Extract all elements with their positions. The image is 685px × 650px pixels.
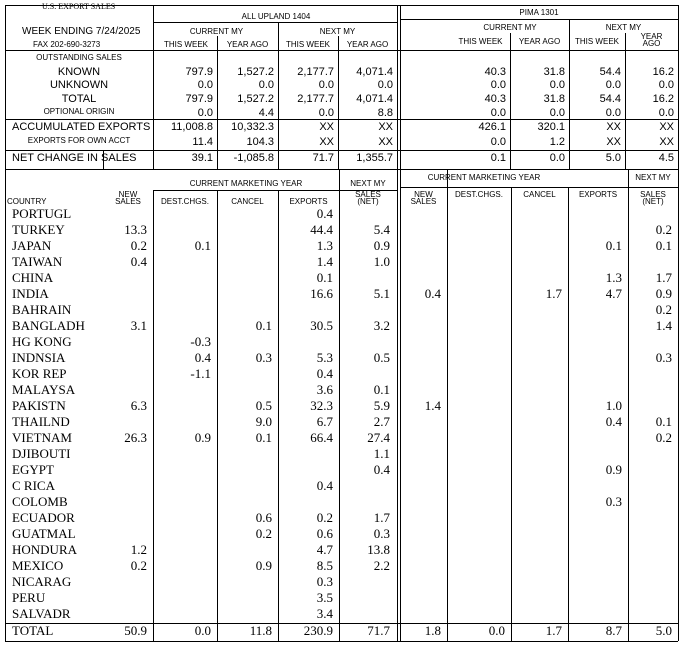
pima-next-year-ago-1: YEAR xyxy=(640,32,663,41)
summary-value: 31.8 xyxy=(543,93,565,105)
country-row-country: CHINA xyxy=(12,270,54,285)
country-row-upland-value: 0.3 xyxy=(373,526,390,541)
country-row-upland-value: 1.7 xyxy=(373,510,390,525)
country-row-country: PORTUGL xyxy=(12,206,72,221)
country-row-upland-value: 2.7 xyxy=(373,414,390,429)
pima-next-my: NEXT MY xyxy=(605,23,642,32)
country-row-country: VIETNAM xyxy=(12,430,72,445)
country-row-upland-value: 5.9 xyxy=(373,398,390,413)
summary-value: 54.4 xyxy=(599,66,621,78)
country-row-country: PAKISTN xyxy=(12,398,66,413)
group-divider-b xyxy=(400,5,401,641)
summary-label: KNOWN xyxy=(57,66,101,78)
upland-detail-next-my: NEXT MY xyxy=(350,179,386,188)
upland-detail-col-header: DEST.CHGS. xyxy=(160,197,209,206)
country-row-upland-value: 32.3 xyxy=(310,398,333,413)
pima-detail-next-my: NEXT MY xyxy=(635,173,671,182)
upland-title-rule xyxy=(153,22,397,23)
country-row-upland-value: 0.1 xyxy=(194,238,211,253)
summary-value: 16.2 xyxy=(652,66,674,78)
summary-value: 39.1 xyxy=(191,152,213,164)
country-row-pima-value: 0.4 xyxy=(424,286,441,301)
upland-detail-col-header: NEW xyxy=(118,190,138,199)
country-row-country: SALVADR xyxy=(12,606,71,621)
summary-value: 0.0 xyxy=(318,79,334,91)
country-row-upland-value: 8.5 xyxy=(316,558,333,573)
country-row-pima-value: 0.1 xyxy=(655,238,672,253)
country-row-upland-value: 1.2 xyxy=(130,542,147,557)
total-row-pima-value: 1.8 xyxy=(424,623,441,638)
country-row-upland-value: 5.4 xyxy=(373,222,390,237)
country-row-upland-value: 13.8 xyxy=(367,542,390,557)
bottom-rule xyxy=(5,641,678,642)
summary-value: 0.0 xyxy=(377,79,393,91)
pima-detail-col-header: SALES xyxy=(640,190,666,199)
country-row-upland-value: 0.9 xyxy=(255,558,272,573)
upland-detail-col-header: SALES xyxy=(115,197,141,206)
country-row-pima-value: 0.1 xyxy=(605,238,622,253)
pima-detail-col-header: CANCEL xyxy=(523,190,556,199)
pima-next-year-ago-2: AGO xyxy=(642,39,661,48)
country-row-upland-value: 0.2 xyxy=(255,526,272,541)
summary-value: 0.0 xyxy=(197,107,213,119)
summary-value: 71.7 xyxy=(312,152,334,164)
country-row-country: THAILND xyxy=(12,414,70,429)
week-ending: WEEK ENDING 7/24/2025 xyxy=(22,26,141,37)
pima-current-marketing-year: CURRENT MARKETING YEAR xyxy=(427,173,541,182)
summary-value: 0.0 xyxy=(549,152,565,164)
country-row-country: JAPAN xyxy=(12,238,52,253)
country-row-upland-value: 0.4 xyxy=(130,254,147,269)
country-row-upland-value: 6.3 xyxy=(130,398,147,413)
country-row-upland-value: 2.2 xyxy=(373,558,390,573)
summary-value: XX xyxy=(659,136,674,148)
summary-value: 8.8 xyxy=(377,107,393,119)
summary-label: NET CHANGE IN SALES xyxy=(12,152,137,164)
country-row-country: INDIA xyxy=(12,286,49,301)
summary-value: 1,355.7 xyxy=(356,152,393,164)
upland-next-year-ago: YEAR AGO xyxy=(346,40,389,49)
summary-value: 4,071.4 xyxy=(356,66,393,78)
country-row-upland-value: 27.4 xyxy=(367,430,390,445)
country-row-country: EGYPT xyxy=(12,462,54,477)
summary-label: OPTIONAL ORIGIN xyxy=(43,107,115,116)
summary-value: 0.0 xyxy=(318,107,334,119)
summary-value: 797.9 xyxy=(185,93,213,105)
country-row-upland-value: 0.1 xyxy=(316,270,333,285)
country-row-country: NICARAG xyxy=(12,574,72,589)
upland-detail-col-header: (NET) xyxy=(357,197,379,206)
country-row-pima-value: 1.7 xyxy=(545,286,562,301)
pima-title-rule xyxy=(400,19,678,20)
country-row-upland-value: 1.3 xyxy=(316,238,333,253)
country-row-country: PERU xyxy=(12,590,46,605)
summary-value: 2,177.7 xyxy=(297,66,334,78)
country-row-pima-value: 4.7 xyxy=(605,286,622,301)
country-row-pima-value: 0.3 xyxy=(655,350,672,365)
country-row-pima-value: 0.3 xyxy=(605,494,622,509)
summary-value: 5.0 xyxy=(605,152,621,164)
summary-value: 11,008.8 xyxy=(170,121,213,133)
country-row-country: MEXICO xyxy=(12,558,64,573)
summary-value: 0.0 xyxy=(549,107,565,119)
country-row-upland-value: 0.2 xyxy=(130,238,147,253)
detail-col-rule xyxy=(447,169,448,641)
right-border xyxy=(678,5,679,641)
label-divider xyxy=(153,5,154,169)
summary-value: 10,332.3 xyxy=(231,121,274,133)
pima-detail-col-header: NEW xyxy=(414,190,433,199)
pima-year-ago: YEAR AGO xyxy=(518,37,561,46)
summary-value: 0.0 xyxy=(549,79,565,91)
summary-value: 1,527.2 xyxy=(237,93,274,105)
agency-title: U.S. EXPORT SALES xyxy=(42,2,116,11)
upland-year-ago: YEAR AGO xyxy=(226,40,269,49)
summary-value: 0.0 xyxy=(605,107,621,119)
country-row-upland-value: 3.4 xyxy=(316,606,333,621)
country-row-upland-value: 0.9 xyxy=(373,238,390,253)
summary-value: XX xyxy=(659,121,674,133)
summary-value: 0.1 xyxy=(490,152,506,164)
country-row-upland-value: 0.3 xyxy=(316,574,333,589)
total-row-upland-value: 230.9 xyxy=(303,623,333,638)
upland-current-marketing-year: CURRENT MARKETING YEAR xyxy=(189,179,303,188)
country-row-upland-value: 0.4 xyxy=(316,478,333,493)
group-divider-a xyxy=(397,5,398,641)
summary-value: 4.4 xyxy=(258,107,274,119)
total-row-upland-value: 50.9 xyxy=(124,623,147,638)
country-row-upland-value: 44.4 xyxy=(310,222,333,237)
country-row-pima-value: 0.4 xyxy=(605,414,622,429)
summary-value: 0.0 xyxy=(490,136,506,148)
upland-detail-col-header: SALES xyxy=(355,190,381,199)
total-row-country: TOTAL xyxy=(12,623,54,638)
total-row-upland-value: 0.0 xyxy=(194,623,211,638)
top-rule xyxy=(5,5,678,6)
summary-value: 31.8 xyxy=(543,66,565,78)
country-row-upland-value: 0.5 xyxy=(373,350,390,365)
country-row-upland-value: 0.4 xyxy=(373,462,390,477)
summary-value: 0.0 xyxy=(658,107,674,119)
country-row-upland-value: 0.1 xyxy=(255,430,272,445)
country-row-country: GUATMAL xyxy=(12,526,76,541)
summary-value: 0.0 xyxy=(605,79,621,91)
summary-value: XX xyxy=(378,136,393,148)
country-row-pima-value: 0.2 xyxy=(655,222,672,237)
summary-value: 1.2 xyxy=(549,136,565,148)
summary-value: 0.0 xyxy=(490,79,506,91)
country-row-upland-value: 16.6 xyxy=(310,286,333,301)
summary-value: 0.0 xyxy=(658,79,674,91)
country-row-country: INDNSIA xyxy=(12,350,66,365)
country-row-upland-value: 0.2 xyxy=(316,510,333,525)
country-row-pima-value: 1.7 xyxy=(655,270,672,285)
country-row-country: ECUADOR xyxy=(12,510,75,525)
upland-group-title: ALL UPLAND 1404 xyxy=(241,12,311,21)
detail-col-rule xyxy=(153,190,154,641)
summary-label: OUTSTANDING SALES xyxy=(36,53,122,62)
country-row-upland-value: 0.1 xyxy=(373,382,390,397)
country-row-upland-value: 6.7 xyxy=(316,414,333,429)
pima-detail-col-header: DEST.CHGS. xyxy=(454,190,503,199)
summary-value: 11.4 xyxy=(192,136,213,148)
summary-value: XX xyxy=(606,136,621,148)
upland-detail-col-header: EXPORTS xyxy=(289,197,328,206)
country-row-upland-value: 1.0 xyxy=(373,254,390,269)
country-row-upland-value: 3.5 xyxy=(316,590,333,605)
country-row-upland-value: 0.4 xyxy=(316,206,333,221)
summary-value: 0.0 xyxy=(197,79,213,91)
country-row-upland-value: 0.9 xyxy=(194,430,211,445)
country-row-country: MALAYSA xyxy=(12,382,76,397)
country-row-country: COLOMB xyxy=(12,494,68,509)
summary-value: 40.3 xyxy=(484,93,506,105)
summary-bottom-rule xyxy=(5,169,678,170)
summary-label: ACCUMULATED EXPORTS xyxy=(12,121,151,133)
summary-rule xyxy=(5,150,678,151)
country-row-upland-value: 13.3 xyxy=(124,222,147,237)
total-row-upland-value: 71.7 xyxy=(367,623,390,638)
country-row-country: TURKEY xyxy=(12,222,65,237)
summary-value: 16.2 xyxy=(652,93,674,105)
country-row-upland-value: 0.5 xyxy=(255,398,272,413)
header-bottom-rule xyxy=(5,50,678,51)
country-row-upland-value: 0.4 xyxy=(194,350,211,365)
pima-this-week: THIS WEEK xyxy=(458,37,503,46)
summary-value: 4.5 xyxy=(658,152,674,164)
country-row-upland-value: 0.6 xyxy=(255,510,272,525)
upland-next-my: NEXT MY xyxy=(319,27,356,36)
country-row-upland-value: -0.3 xyxy=(190,334,211,349)
country-row-upland-value: 0.2 xyxy=(130,558,147,573)
summary-value: XX xyxy=(319,121,334,133)
pima-detail-col-header: SALES xyxy=(410,197,437,206)
summary-value: 426.1 xyxy=(478,121,506,133)
country-row-upland-value: 0.4 xyxy=(316,366,333,381)
pima-detail-col-header: (NET) xyxy=(642,197,664,206)
total-row-pima-value: 1.7 xyxy=(545,623,562,638)
summary-value: XX xyxy=(606,121,621,133)
detail-col-rule xyxy=(511,187,512,641)
upland-next-this-week: THIS WEEK xyxy=(285,40,330,49)
country-row-upland-value: 1.1 xyxy=(373,446,390,461)
total-row-upland-value: 11.8 xyxy=(249,623,272,638)
summary-value: 797.9 xyxy=(185,66,213,78)
country-row-upland-value: 30.5 xyxy=(310,318,333,333)
summary-value: 54.4 xyxy=(599,93,621,105)
country-row-country: BANGLADH xyxy=(12,318,85,333)
pima-group-title: PIMA 1301 xyxy=(519,8,559,17)
summary-label: TOTAL xyxy=(61,93,97,105)
total-row-pima-value: 0.0 xyxy=(488,623,505,638)
summary-value: 104.3 xyxy=(246,136,274,148)
detail-col-rule xyxy=(568,187,569,641)
country-row-upland-value: 66.4 xyxy=(310,430,333,445)
country-row-upland-value: -1.1 xyxy=(190,366,211,381)
country-row-pima-value: 1.4 xyxy=(655,318,672,333)
detail-subheader-rule xyxy=(400,187,678,188)
summary-value: 4,071.4 xyxy=(356,93,393,105)
country-row-pima-value: 0.2 xyxy=(655,302,672,317)
country-row-pima-value: 0.2 xyxy=(655,430,672,445)
country-row-upland-value: 0.1 xyxy=(255,318,272,333)
pima-detail-col-header: EXPORTS xyxy=(578,190,618,199)
pima-current-my: CURRENT MY xyxy=(483,23,537,32)
country-row-country: KOR REP xyxy=(12,366,67,381)
country-row-upland-value: 5.3 xyxy=(316,350,333,365)
country-row-pima-value: 1.4 xyxy=(424,398,441,413)
country-row-pima-value: 0.9 xyxy=(655,286,672,301)
country-row-country: DJIBOUTI xyxy=(12,446,71,461)
summary-label: UNKNOWN xyxy=(49,79,109,91)
fax-number: FAX 202-690-3273 xyxy=(33,40,101,49)
country-row-country: HONDURA xyxy=(12,542,77,557)
country-row-country: C RICA xyxy=(12,478,55,493)
country-row-country: TAIWAN xyxy=(12,254,63,269)
summary-value: 320.1 xyxy=(537,121,565,133)
summary-rule xyxy=(5,119,678,120)
pima-next-this-week: THIS WEEK xyxy=(574,37,619,46)
summary-value: 2,177.7 xyxy=(297,93,334,105)
total-row-pima-value: 5.0 xyxy=(655,623,672,638)
summary-label: EXPORTS FOR OWN ACCT xyxy=(27,136,131,145)
summary-value: 1,527.2 xyxy=(237,66,274,78)
summary-value: 40.3 xyxy=(484,66,506,78)
country-row-upland-value: 4.7 xyxy=(316,542,333,557)
country-row-upland-value: 0.3 xyxy=(255,350,272,365)
country-row-upland-value: 9.0 xyxy=(255,414,272,429)
country-row-upland-value: 0.6 xyxy=(316,526,333,541)
summary-value: XX xyxy=(378,121,393,133)
country-row-upland-value: 3.6 xyxy=(316,382,333,397)
country-row-pima-value: 1.0 xyxy=(605,398,622,413)
country-row-upland-value: 5.1 xyxy=(373,286,390,301)
summary-value: XX xyxy=(319,136,334,148)
country-row-pima-value: 0.1 xyxy=(655,414,672,429)
country-row-country: HG KONG xyxy=(12,334,72,349)
country-row-upland-value: 26.3 xyxy=(124,430,147,445)
summary-value: 0.0 xyxy=(490,107,506,119)
country-header: COUNTRY xyxy=(7,197,47,206)
upland-detail-col-header: CANCEL xyxy=(231,197,264,206)
country-row-upland-value: 3.2 xyxy=(373,318,390,333)
upland-current-my: CURRENT MY xyxy=(189,27,244,36)
country-row-pima-value: 0.9 xyxy=(605,462,622,477)
total-row-pima-value: 8.7 xyxy=(605,623,622,638)
country-row-upland-value: 3.1 xyxy=(130,318,147,333)
country-row-upland-value: 1.4 xyxy=(316,254,333,269)
country-row-pima-value: 1.3 xyxy=(605,270,622,285)
country-row-country: BAHRAIN xyxy=(12,302,72,317)
summary-value: -1,085.8 xyxy=(233,152,274,164)
summary-value: 0.0 xyxy=(258,79,274,91)
upland-this-week: THIS WEEK xyxy=(163,40,208,49)
